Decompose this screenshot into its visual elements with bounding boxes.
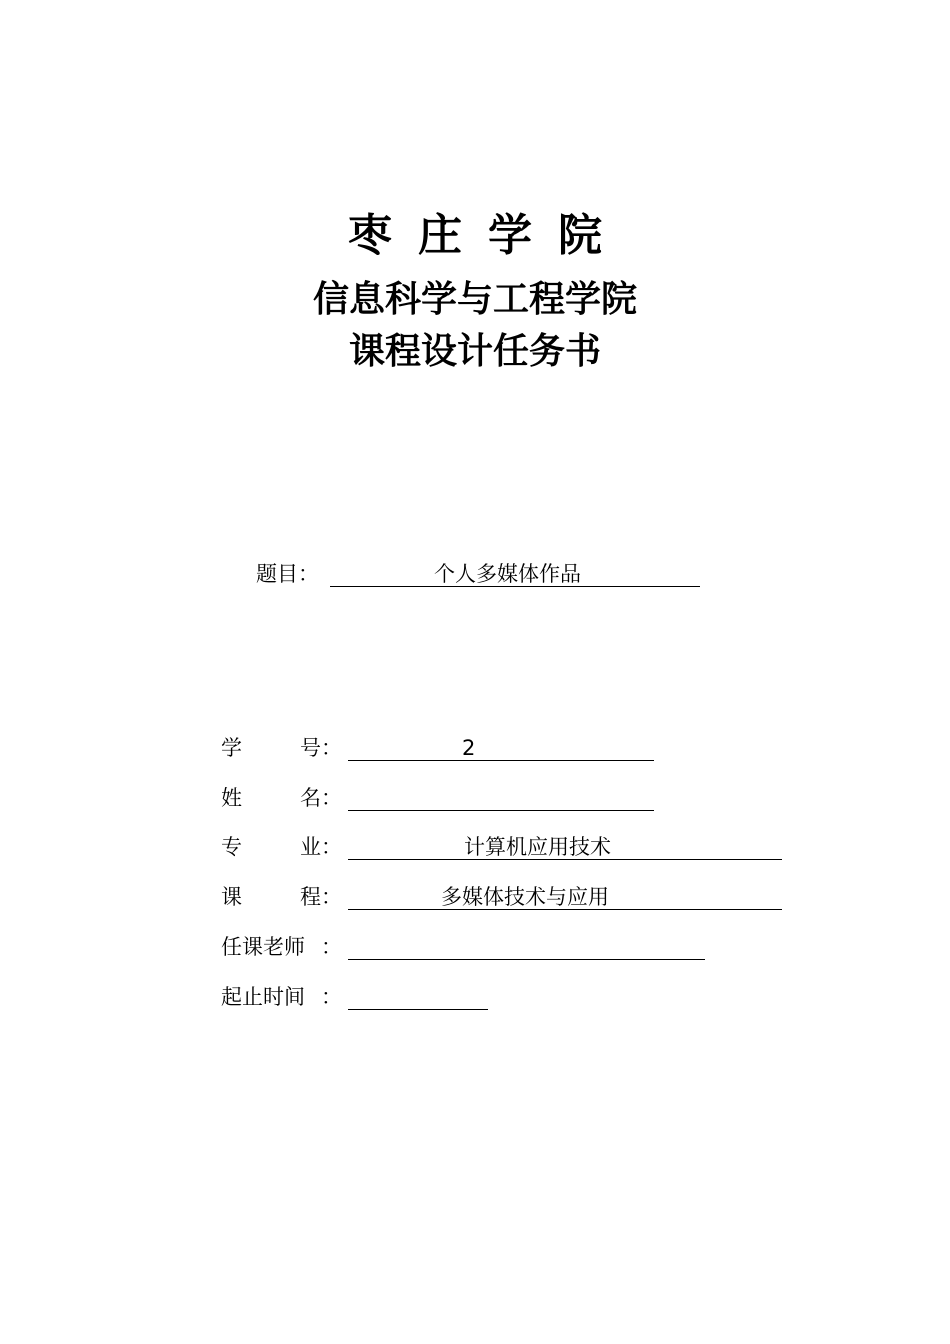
course-field[interactable] (348, 883, 782, 910)
student-id-value: 2 (462, 736, 476, 760)
topic-row (256, 560, 706, 588)
period-field[interactable] (348, 983, 488, 1010)
student-id-colon: ： (321, 736, 342, 760)
major-field[interactable] (348, 833, 782, 860)
name-row (221, 784, 661, 812)
student-id-field[interactable] (348, 734, 654, 761)
student-id-row (221, 734, 661, 762)
topic-label: 题目 (256, 562, 298, 586)
topic-field[interactable] (330, 560, 700, 587)
university-name: 枣庄学院 (348, 210, 628, 261)
topic-colon: ： (298, 562, 319, 586)
name-label: 姓 名 (221, 786, 321, 810)
course-label: 课 程 (221, 885, 321, 909)
period-row (221, 983, 501, 1011)
period-colon: ： (321, 985, 342, 1009)
school-name: 信息科学与工程学院 (312, 278, 637, 320)
course-value: 多媒体技术与应用 (441, 885, 609, 909)
document-title: 课程设计任务书 (348, 330, 601, 372)
topic-value: 个人多媒体作品 (434, 562, 581, 586)
name-colon: ： (321, 786, 342, 810)
period-label: 起止时间 (221, 985, 305, 1009)
teacher-colon: ： (321, 935, 342, 959)
major-colon: ： (321, 835, 342, 859)
teacher-field[interactable] (348, 933, 705, 960)
major-value: 计算机应用技术 (464, 835, 611, 859)
course-row (221, 883, 791, 911)
student-id-label: 学 号 (221, 736, 321, 760)
teacher-label: 任课老师 (221, 935, 305, 959)
major-label: 专 业 (221, 835, 321, 859)
course-colon: ： (321, 885, 342, 909)
teacher-row (221, 933, 711, 961)
major-row (221, 833, 791, 861)
name-field[interactable] (348, 784, 654, 811)
